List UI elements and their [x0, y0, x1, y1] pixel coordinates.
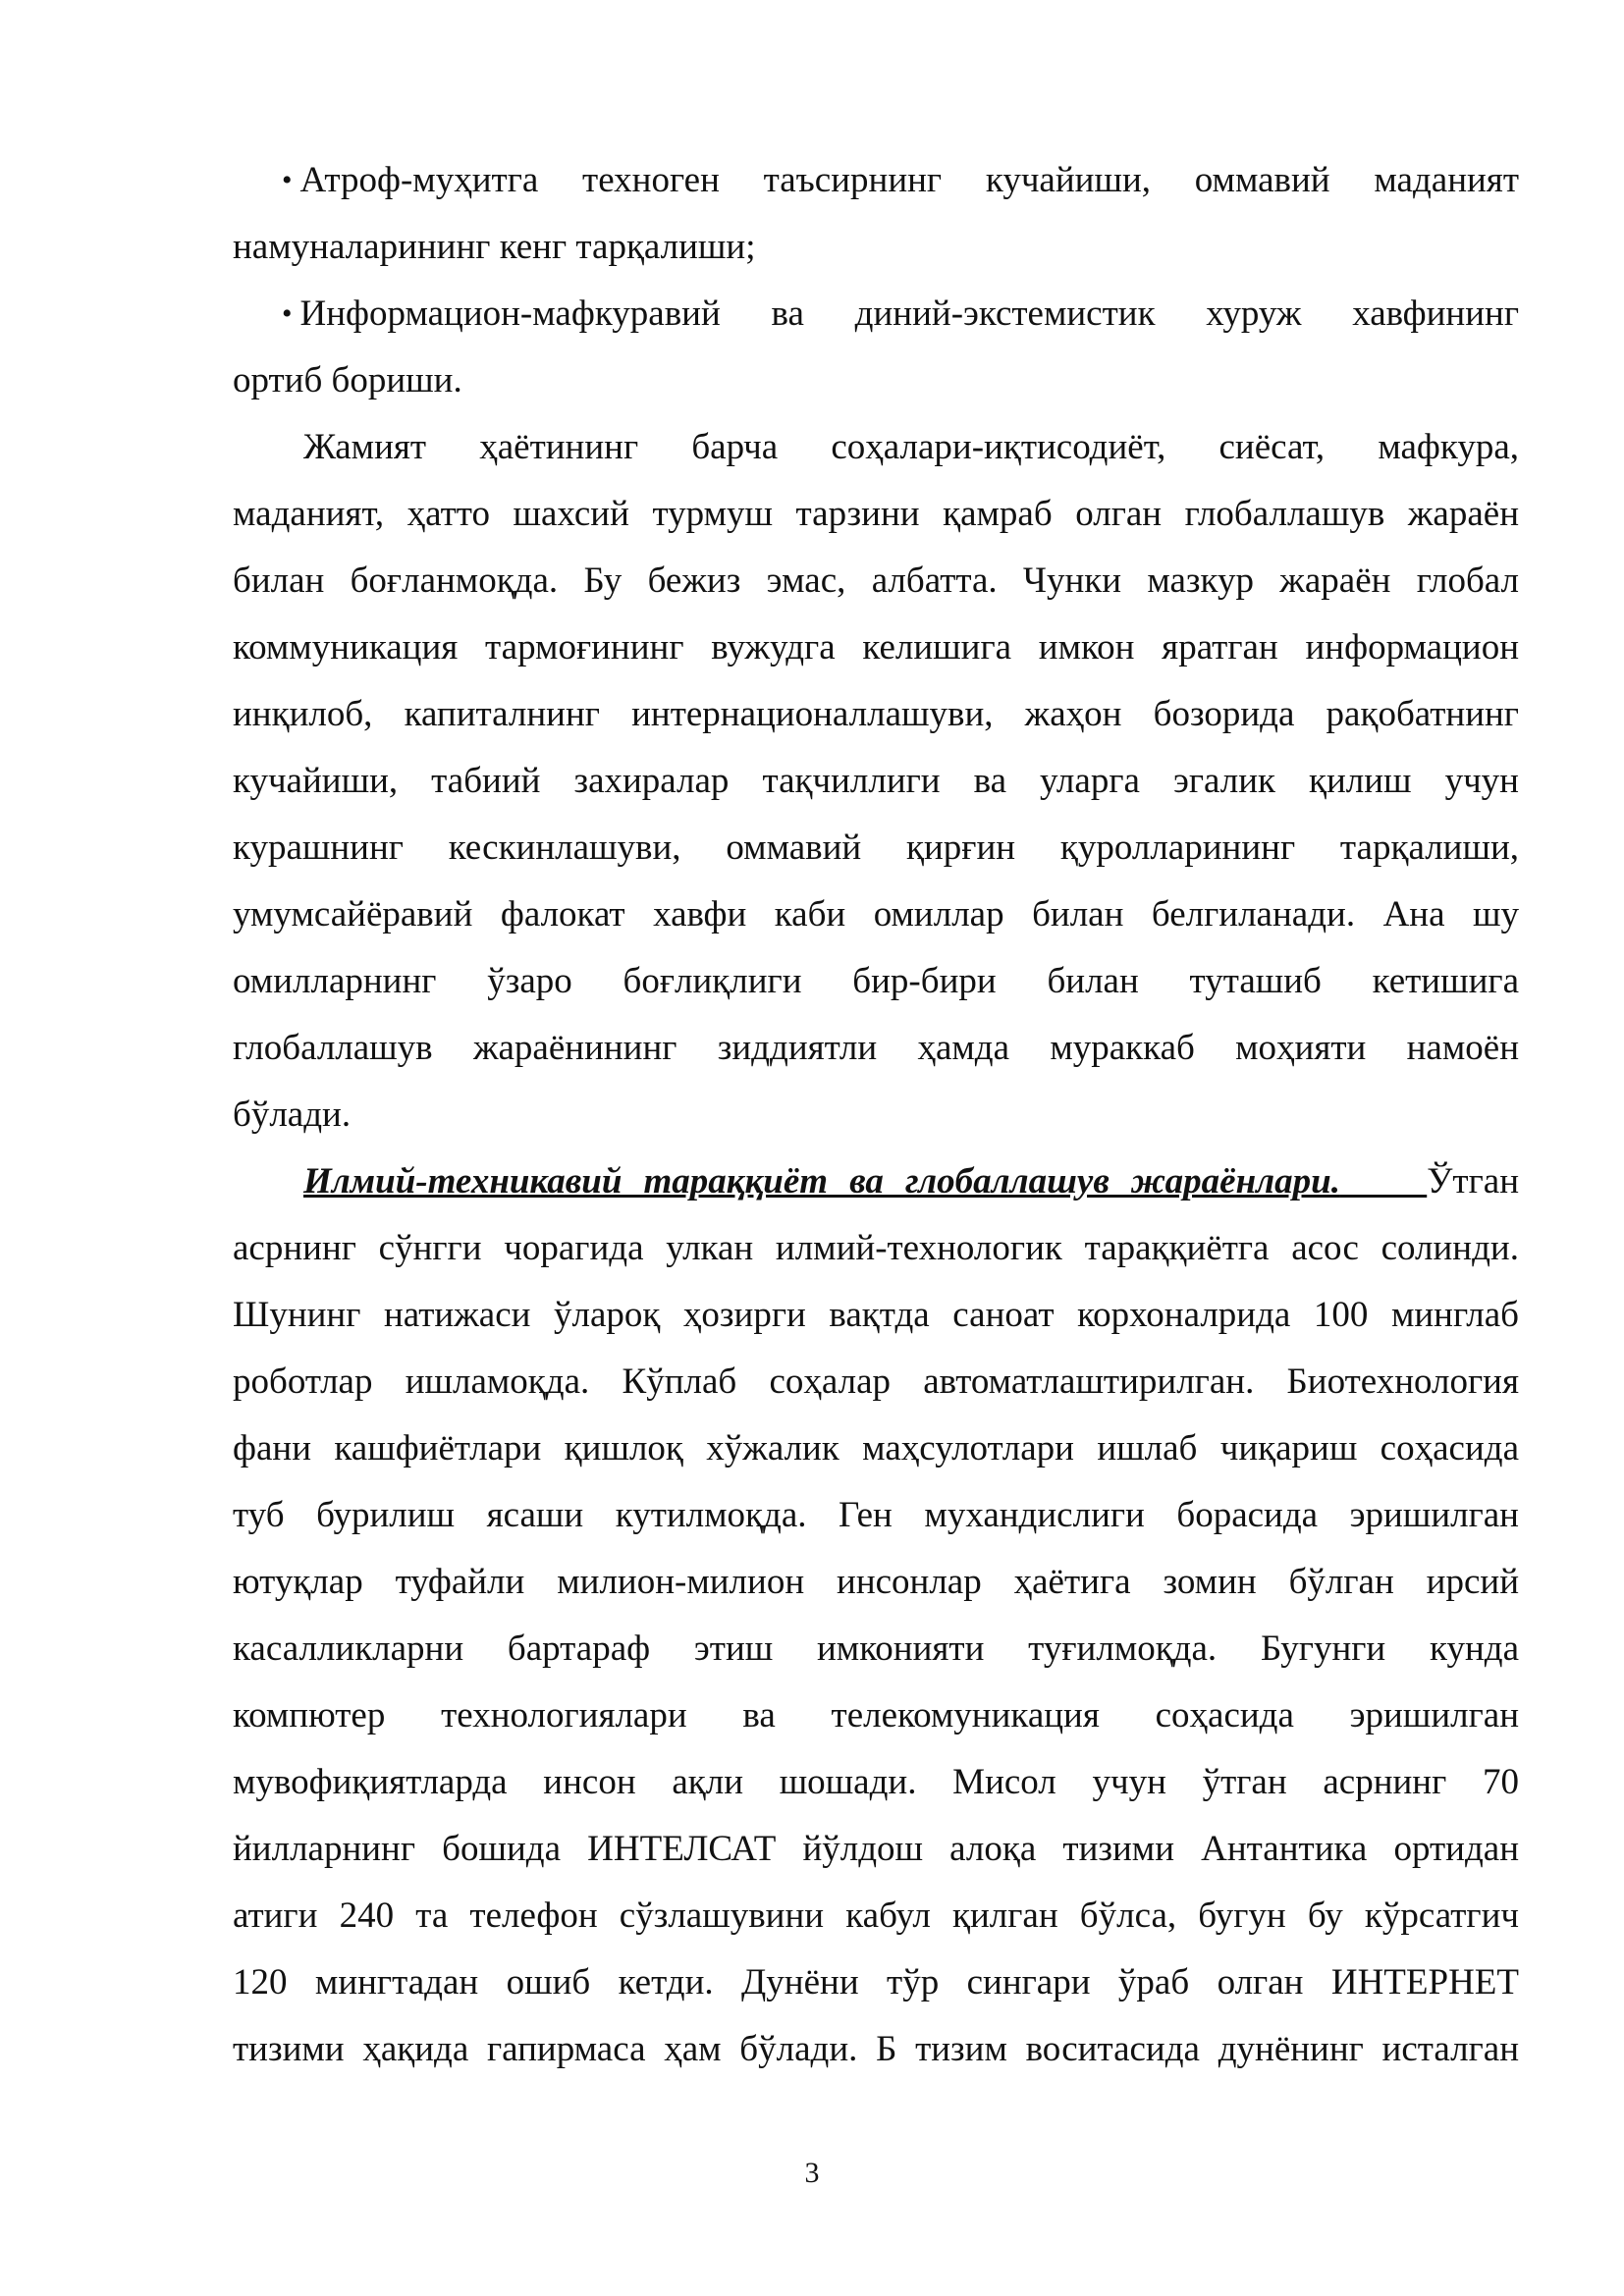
paragraph-line: фани кашфиётлари қишлоқ хўжалик маҳсулотлари ишлаб чиқариш соҳасида — [233, 1428, 1519, 1468]
heading-trail-text: Ўтган — [1427, 1161, 1519, 1201]
bullet-item-1-line-1 — [233, 147, 1519, 214]
paragraph-line: ютуқлар туфайли милион-милион инсонлар ҳаётига зомин бўлган ирсий — [233, 1562, 1519, 1602]
paragraph-line: маданият, ҳатто шахсий турмуш тарзини қамраб олган глобаллашув жараён — [233, 494, 1519, 534]
paragraph-line: кучайиши, табиий захиралар тақчиллиги ва уларга эгалик қилиш учун — [233, 761, 1519, 801]
bullet-icon: • — [282, 164, 293, 196]
paragraph-line: 120 мингтадан ошиб кетди. Дунёни тўр сингари ўраб олган ИНТЕРНЕТ — [233, 1962, 1519, 2002]
paragraph-line: Шунинг натижаси ўлароқ ҳозирги вақтда саноат корхоналрида 100 минглаб — [233, 1295, 1519, 1335]
paragraph-line: роботлар ишламоқда. Кўплаб соҳалар автоматлаштирилган. Биотехнология — [233, 1362, 1519, 1402]
paragraph-line: умумсайёравий фалокат хавфи каби омиллар билан белгиланади. Ана шу — [233, 894, 1519, 934]
paragraph-1 — [233, 414, 1519, 1148]
bullet-item-1-text: Атроф-муҳитга техноген таъсирнинг кучайиши, оммавий маданият — [299, 160, 1519, 200]
paragraph-line: мувофиқиятларда инсон ақли шошади. Мисол учун ўтган асрнинг 70 — [233, 1762, 1519, 1802]
bullet-list — [233, 147, 1519, 414]
paragraph-line: Жамият ҳаётининг барча соҳалари-иқтисодиёт, сиёсат, мафкура, — [303, 427, 1519, 467]
section-heading: Илмий-техникавий тараққиёт ва глобаллашув жараёнлари. — [303, 1161, 1340, 1201]
paragraph-line: асрнинг сўнгги чорагида улкан илмий-технологик тараққиётга асос солинди. — [233, 1228, 1519, 1268]
paragraph-line: йилларнинг бошида ИНТЕЛСАТ йўлдош алоқа тизими Антантика ортидан — [233, 1829, 1519, 1869]
paragraph-line: атиги 240 та телефон сўзлашувини кабул қилган бўлса, бугун бу кўрсатгич — [233, 1896, 1519, 1936]
paragraph-line: билан боғланмоқда. Бу бежиз эмас, албатта. Чунки мазкур жараён глобал — [233, 561, 1519, 601]
bullet-item-2-text: Информацион-мафкуравий ва диний-экстемистик хуруж хавфининг — [299, 294, 1519, 334]
page-number: 3 — [804, 2157, 820, 2189]
paragraph-line: коммуникация тармоғининг вужудга келишига имкон яратган информацион — [233, 627, 1519, 667]
paragraph-line: касалликларни бартараф этиш имконияти туғилмоқда. Бугунги кунда — [233, 1629, 1519, 1669]
bullet-item-2-line-1 — [233, 281, 1519, 347]
paragraph-line: компютер технологиялари ва телекомуникация соҳасида эришилган — [233, 1695, 1519, 1735]
section-heading-line — [233, 1148, 1519, 1215]
paragraph-line: тизими ҳақида гапирмаса ҳам бўлади. Б тизим воситасида дунёнинг исталган — [233, 2029, 1519, 2069]
paragraph-2 — [233, 1148, 1519, 2083]
bullet-item-2-line-2: ортиб бориши. — [233, 360, 462, 400]
bullet-item-1-line-2: намуналарининг кенг тарқалиши; — [233, 227, 756, 267]
paragraph-line: омилларнинг ўзаро боғлиқлиги бир-бири билан туташиб кетишига — [233, 961, 1519, 1001]
paragraph-line: инқилоб, капиталнинг интернационаллашуви, жаҳон бозорида рақобатнинг — [233, 694, 1519, 734]
heading-underline-gap — [1340, 1161, 1427, 1201]
paragraph-line: туб бурилиш ясаши кутилмоқда. Ген мухандислиги борасида эришилган — [233, 1495, 1519, 1535]
paragraph-line: курашнинг кескинлашуви, оммавий қирғин қуролларининг тарқалиши, — [233, 828, 1519, 868]
paragraph-line: бўлади. — [233, 1095, 352, 1135]
paragraph-line: глобаллашув жараёнининг зиддиятли ҳамда мураккаб моҳияти намоён — [233, 1028, 1519, 1068]
bullet-icon: • — [282, 297, 293, 330]
